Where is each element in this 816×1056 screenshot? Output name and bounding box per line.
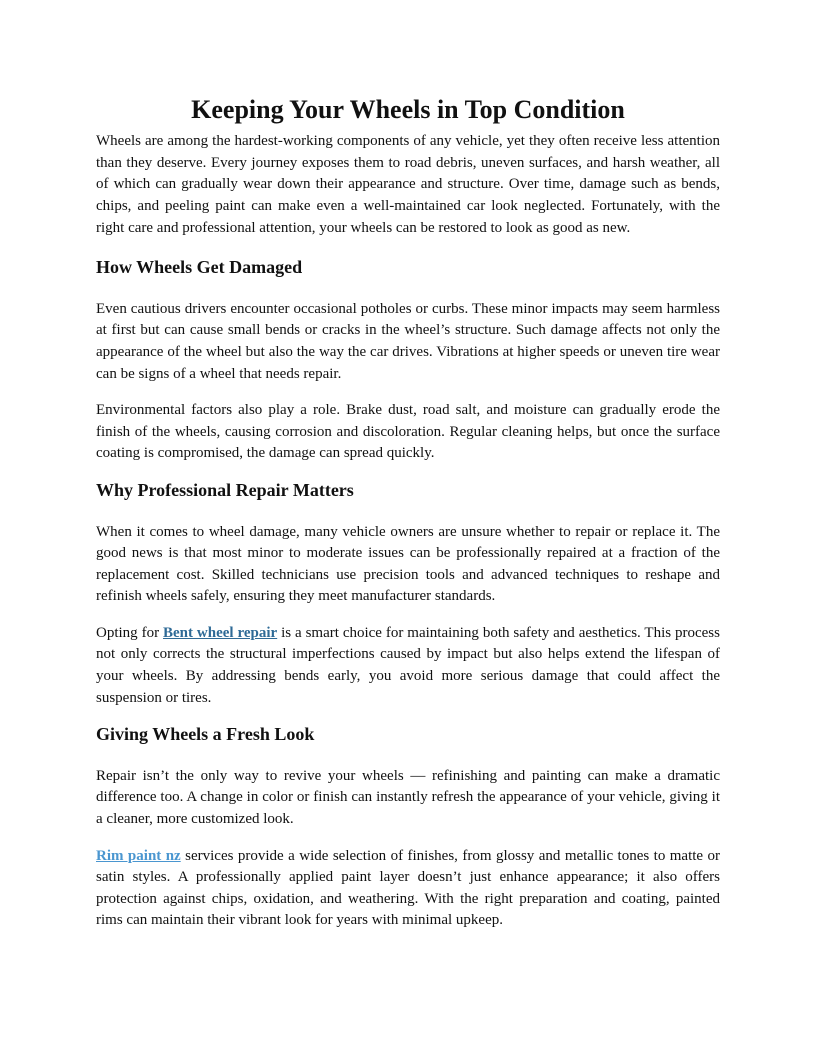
paragraph-text: Opting for	[96, 624, 163, 641]
section-heading: Giving Wheels a Fresh Look	[96, 724, 315, 745]
rim-paint-nz-link[interactable]: Rim paint nz	[96, 847, 181, 864]
paragraph: When it comes to wheel damage, many vehicle owners are unsure whether to repair or replace it. The good news is that most minor to moderate issues can be professionally repaired at a fraction of the replacement cost. Skilled technicians use precision tools and advanced techniques to reshape and refinish wheels safely, ensuring they meet manufacturer standards.	[96, 523, 720, 605]
paragraph-with-link	[96, 623, 720, 709]
document-page	[96, 94, 720, 947]
paragraph: Environmental factors also play a role. Brake dust, road salt, and moisture can gradually erode the finish of the wheels, causing corrosion and discoloration. Regular cleaning helps, but once the surface coating is compromised, the damage can spread quickly.	[96, 402, 720, 462]
section-why-professional-repair-matters	[96, 480, 720, 709]
bent-wheel-repair-link[interactable]: Bent wheel repair	[162, 624, 278, 641]
page-title: Keeping Your Wheels in Top Condition	[191, 95, 625, 124]
section-how-wheels-get-damaged	[96, 257, 720, 465]
paragraph-text: services provide a wide selection of finishes, from glossy and metallic tones to matte or satin styles. A professionally applied paint layer doesn’t just enhance appearance; it also offers protection against chips, oxidation, and weathering. With the right preparation and coating, painted rims can maintain their vibrant look for years with minimal upkeep.	[96, 847, 721, 929]
section-heading: Why Professional Repair Matters	[96, 479, 354, 500]
paragraph: Repair isn’t the only way to revive your wheels — refinishing and painting can make a dramatic difference too. A change in color or finish can instantly refresh the appearance of your vehicle, giving it a cleaner, more customized look.	[96, 767, 720, 828]
paragraph-text: is a smart choice for maintaining both safety and aesthetics. This process not only corrects the structural imperfections caused by impact but also helps extend the lifespan of your wheels. By addressing bends early, you avoid more serious damage that could affect the suspension or tires.	[96, 624, 720, 706]
intro-paragraph: Wheels are among the hardest-working components of any vehicle, yet they often receive less attention than they deserve. Every journey exposes them to road debris, uneven surfaces, and harsh weather, all of which can gradually wear down their appearance and structure. Over time, damage such as bends, chips, and peeling paint can make even a well-maintained car look neglected. Fortunately, with the right care and professional attention, your wheels can be restored to look as good as new.	[96, 133, 720, 236]
paragraph-with-link	[96, 846, 720, 932]
paragraph: Even cautious drivers encounter occasional potholes or curbs. These minor impacts may seem harmless at first but can cause small bends or cracks in the wheel’s structure. Such damage affects not only the appearance of the wheel but also the way the car drives. Vibrations at higher speeds or uneven tire wear can be signs of a wheel that needs repair.	[96, 300, 720, 382]
section-giving-wheels-a-fresh-look	[96, 724, 720, 932]
section-heading: How Wheels Get Damaged	[96, 257, 303, 278]
